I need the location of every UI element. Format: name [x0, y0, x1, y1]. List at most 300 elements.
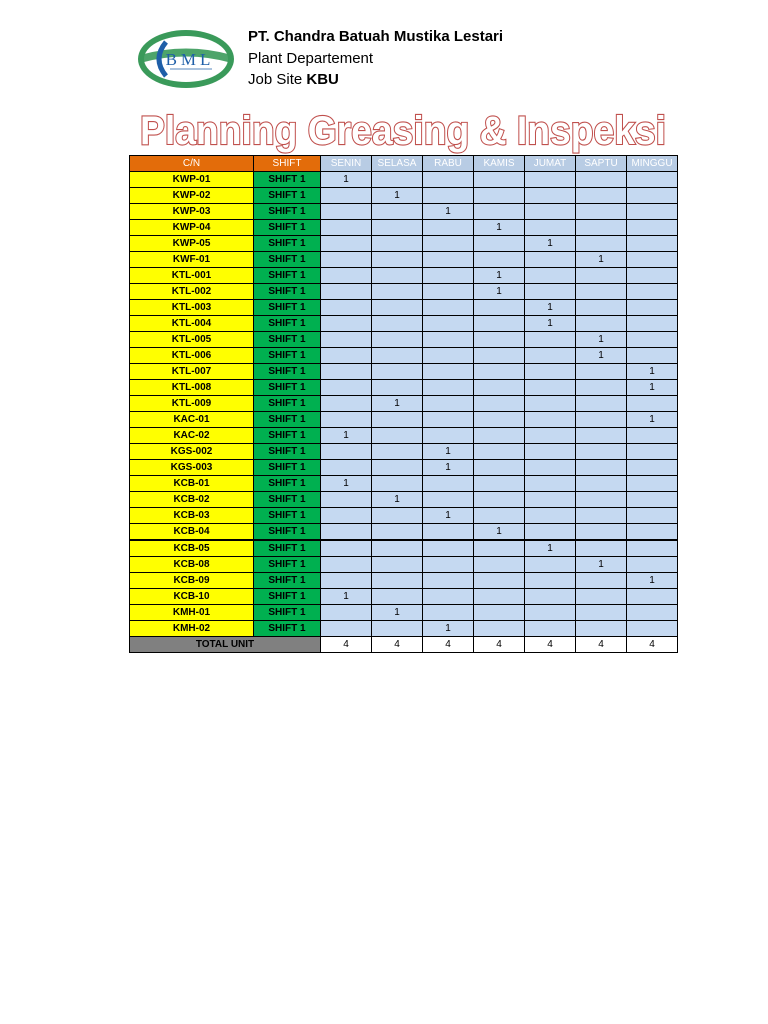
shift-cell: SHIFT 1	[254, 396, 321, 412]
day-cell	[423, 396, 474, 412]
day-cell: 1	[321, 428, 372, 444]
table-row	[130, 540, 678, 557]
day-cell	[372, 508, 423, 524]
job-site	[248, 69, 503, 91]
day-cell	[372, 524, 423, 541]
day-cell	[525, 284, 576, 300]
day-cell	[576, 268, 627, 284]
day-cell	[321, 316, 372, 332]
table-row	[130, 268, 678, 284]
day-cell	[525, 492, 576, 508]
day-cell	[627, 316, 678, 332]
day-cell: 1	[372, 492, 423, 508]
shift-cell: SHIFT 1	[254, 252, 321, 268]
shift-cell: SHIFT 1	[254, 412, 321, 428]
day-cell	[474, 605, 525, 621]
day-cell	[525, 252, 576, 268]
unit-code-cell: KCB-03	[130, 508, 254, 524]
table-row	[130, 428, 678, 444]
table-row	[130, 204, 678, 220]
day-cell	[576, 460, 627, 476]
column-header-rabu: RABU	[423, 156, 474, 172]
column-header-shift: SHIFT	[254, 156, 321, 172]
day-cell	[525, 589, 576, 605]
unit-code-cell: KTL-006	[130, 348, 254, 364]
day-cell	[576, 524, 627, 541]
unit-code-cell: KTL-003	[130, 300, 254, 316]
day-cell	[372, 316, 423, 332]
shift-cell: SHIFT 1	[254, 332, 321, 348]
table-row	[130, 188, 678, 204]
unit-code-cell: KMH-02	[130, 621, 254, 637]
shift-cell: SHIFT 1	[254, 188, 321, 204]
day-cell	[423, 492, 474, 508]
day-cell	[321, 364, 372, 380]
day-cell	[423, 284, 474, 300]
day-cell	[474, 428, 525, 444]
day-cell	[372, 268, 423, 284]
day-cell	[321, 300, 372, 316]
day-cell	[576, 621, 627, 637]
day-cell	[372, 412, 423, 428]
table-row	[130, 524, 678, 541]
day-cell	[525, 396, 576, 412]
day-cell	[576, 476, 627, 492]
day-cell: 1	[627, 412, 678, 428]
day-cell	[474, 172, 525, 188]
day-cell: 1	[474, 220, 525, 236]
table-row	[130, 476, 678, 492]
column-header-kamis: KAMIS	[474, 156, 525, 172]
shift-cell: SHIFT 1	[254, 589, 321, 605]
day-cell	[321, 621, 372, 637]
unit-code-cell: KTL-009	[130, 396, 254, 412]
unit-code-cell: KCB-10	[130, 589, 254, 605]
day-cell	[525, 524, 576, 541]
day-cell	[627, 348, 678, 364]
day-cell	[474, 508, 525, 524]
day-cell	[525, 621, 576, 637]
day-cell	[627, 220, 678, 236]
day-cell	[321, 524, 372, 541]
day-cell: 1	[321, 476, 372, 492]
day-cell	[372, 204, 423, 220]
day-cell	[576, 220, 627, 236]
day-cell: 1	[525, 540, 576, 557]
day-cell	[627, 332, 678, 348]
total-unit-value: 4	[525, 637, 576, 653]
unit-code-cell: KTL-008	[130, 380, 254, 396]
column-header-saptu: SAPTU	[576, 156, 627, 172]
shift-cell: SHIFT 1	[254, 236, 321, 252]
day-cell: 1	[474, 268, 525, 284]
table-row	[130, 220, 678, 236]
day-cell: 1	[576, 557, 627, 573]
day-cell	[321, 284, 372, 300]
table-row	[130, 332, 678, 348]
day-cell	[423, 589, 474, 605]
day-cell	[423, 540, 474, 557]
day-cell	[627, 284, 678, 300]
day-cell	[474, 348, 525, 364]
day-cell	[474, 396, 525, 412]
table-row	[130, 605, 678, 621]
day-cell: 1	[525, 300, 576, 316]
total-unit-value: 4	[372, 637, 423, 653]
shift-cell: SHIFT 1	[254, 428, 321, 444]
day-cell	[423, 348, 474, 364]
table-row	[130, 236, 678, 252]
logo-lettering: BML	[165, 50, 215, 69]
company-name: PT. Chandra Batuah Mustika Lestari	[248, 28, 504, 45]
unit-code-cell: KWP-04	[130, 220, 254, 236]
day-cell	[321, 332, 372, 348]
day-cell	[576, 284, 627, 300]
day-cell	[321, 396, 372, 412]
day-cell	[372, 444, 423, 460]
day-cell	[474, 573, 525, 589]
day-cell	[423, 573, 474, 589]
table-body	[130, 172, 678, 653]
day-cell	[423, 364, 474, 380]
day-cell	[321, 508, 372, 524]
day-cell	[576, 172, 627, 188]
day-cell	[627, 396, 678, 412]
day-cell	[627, 188, 678, 204]
day-cell	[576, 380, 627, 396]
day-cell	[423, 412, 474, 428]
day-cell	[627, 589, 678, 605]
day-cell	[576, 316, 627, 332]
column-header-c-n: C/N	[130, 156, 254, 172]
table-row	[130, 557, 678, 573]
day-cell	[423, 332, 474, 348]
day-cell	[576, 444, 627, 460]
table-row	[130, 492, 678, 508]
day-cell: 1	[372, 396, 423, 412]
day-cell	[372, 236, 423, 252]
day-cell: 1	[423, 444, 474, 460]
table-row	[130, 348, 678, 364]
table-row	[130, 284, 678, 300]
day-cell	[474, 204, 525, 220]
day-cell	[576, 605, 627, 621]
day-cell: 1	[423, 204, 474, 220]
day-cell	[321, 557, 372, 573]
day-cell	[627, 460, 678, 476]
day-cell	[525, 412, 576, 428]
day-cell	[525, 476, 576, 492]
unit-code-cell: KCB-05	[130, 540, 254, 557]
day-cell	[627, 204, 678, 220]
day-cell	[474, 236, 525, 252]
day-cell	[627, 300, 678, 316]
day-cell	[525, 573, 576, 589]
day-cell: 1	[372, 188, 423, 204]
table-row	[130, 508, 678, 524]
day-cell	[525, 508, 576, 524]
company-logo	[136, 28, 236, 90]
day-cell	[627, 557, 678, 573]
day-cell	[474, 444, 525, 460]
day-cell: 1	[423, 621, 474, 637]
shift-cell: SHIFT 1	[254, 540, 321, 557]
shift-cell: SHIFT 1	[254, 508, 321, 524]
table-row	[130, 300, 678, 316]
column-header-selasa: SELASA	[372, 156, 423, 172]
shift-cell: SHIFT 1	[254, 476, 321, 492]
unit-code-cell: KTL-001	[130, 268, 254, 284]
day-cell	[474, 316, 525, 332]
day-cell: 1	[627, 380, 678, 396]
table-row	[130, 444, 678, 460]
day-cell	[525, 605, 576, 621]
day-cell	[423, 557, 474, 573]
day-cell	[423, 428, 474, 444]
day-cell	[321, 605, 372, 621]
day-cell	[576, 236, 627, 252]
day-cell	[525, 460, 576, 476]
day-cell	[372, 348, 423, 364]
day-cell	[321, 573, 372, 589]
shift-cell: SHIFT 1	[254, 268, 321, 284]
unit-code-cell: KWP-03	[130, 204, 254, 220]
day-cell: 1	[576, 348, 627, 364]
day-cell	[474, 332, 525, 348]
shift-cell: SHIFT 1	[254, 380, 321, 396]
unit-code-cell: KWP-05	[130, 236, 254, 252]
day-cell	[372, 460, 423, 476]
day-cell	[627, 492, 678, 508]
table-row	[130, 396, 678, 412]
day-cell	[627, 172, 678, 188]
day-cell	[372, 332, 423, 348]
shift-cell: SHIFT 1	[254, 605, 321, 621]
day-cell	[423, 252, 474, 268]
shift-cell: SHIFT 1	[254, 557, 321, 573]
table-row	[130, 621, 678, 637]
day-cell	[576, 428, 627, 444]
day-cell	[627, 252, 678, 268]
column-header-minggu: MINGGU	[627, 156, 678, 172]
day-cell	[321, 380, 372, 396]
table-row	[130, 316, 678, 332]
job-site-prefix: Job Site	[248, 71, 307, 88]
day-cell	[576, 508, 627, 524]
page-title-text: Planning Greasing & Inspeksi	[140, 109, 666, 153]
unit-code-cell: KMH-01	[130, 605, 254, 621]
day-cell	[525, 428, 576, 444]
day-cell	[525, 172, 576, 188]
day-cell	[423, 300, 474, 316]
day-cell	[372, 284, 423, 300]
day-cell	[627, 524, 678, 541]
day-cell	[321, 188, 372, 204]
day-cell	[372, 476, 423, 492]
unit-code-cell: KTL-002	[130, 284, 254, 300]
total-unit-value: 4	[576, 637, 627, 653]
shift-cell: SHIFT 1	[254, 573, 321, 589]
table-header-row	[130, 156, 678, 172]
day-cell	[576, 412, 627, 428]
day-cell	[423, 268, 474, 284]
day-cell	[627, 621, 678, 637]
day-cell	[576, 589, 627, 605]
day-cell	[525, 364, 576, 380]
shift-cell: SHIFT 1	[254, 220, 321, 236]
day-cell: 1	[423, 508, 474, 524]
table-row	[130, 252, 678, 268]
column-header-senin: SENIN	[321, 156, 372, 172]
day-cell	[423, 172, 474, 188]
day-cell: 1	[576, 252, 627, 268]
unit-code-cell: KAC-02	[130, 428, 254, 444]
day-cell	[627, 605, 678, 621]
day-cell	[372, 364, 423, 380]
day-cell	[372, 252, 423, 268]
day-cell	[372, 380, 423, 396]
company-header	[248, 26, 503, 91]
table-row	[130, 589, 678, 605]
job-site-code: KBU	[306, 71, 339, 88]
column-header-jumat: JUMAT	[525, 156, 576, 172]
total-unit-label: TOTAL UNIT	[130, 637, 321, 653]
day-cell	[372, 300, 423, 316]
day-cell	[525, 557, 576, 573]
department-name: Plant Departement	[248, 49, 374, 67]
unit-code-cell: KAC-01	[130, 412, 254, 428]
day-cell	[627, 444, 678, 460]
shift-cell: SHIFT 1	[254, 460, 321, 476]
day-cell	[576, 188, 627, 204]
total-unit-value: 4	[627, 637, 678, 653]
day-cell: 1	[627, 573, 678, 589]
day-cell	[525, 380, 576, 396]
unit-code-cell: KTL-004	[130, 316, 254, 332]
day-cell: 1	[576, 332, 627, 348]
table-row	[130, 573, 678, 589]
unit-code-cell: KTL-007	[130, 364, 254, 380]
day-cell	[525, 444, 576, 460]
day-cell	[372, 621, 423, 637]
day-cell	[372, 540, 423, 557]
day-cell	[576, 300, 627, 316]
day-cell	[321, 268, 372, 284]
day-cell	[423, 316, 474, 332]
shift-cell: SHIFT 1	[254, 524, 321, 541]
day-cell	[321, 252, 372, 268]
day-cell	[321, 540, 372, 557]
shift-cell: SHIFT 1	[254, 348, 321, 364]
day-cell	[474, 460, 525, 476]
total-unit-value: 4	[474, 637, 525, 653]
day-cell	[372, 428, 423, 444]
day-cell	[474, 412, 525, 428]
day-cell	[525, 188, 576, 204]
day-cell	[372, 589, 423, 605]
unit-code-cell: KGS-003	[130, 460, 254, 476]
day-cell	[372, 557, 423, 573]
day-cell	[474, 380, 525, 396]
day-cell	[321, 460, 372, 476]
day-cell	[321, 444, 372, 460]
day-cell	[474, 364, 525, 380]
day-cell	[474, 589, 525, 605]
total-unit-value: 4	[423, 637, 474, 653]
day-cell	[525, 204, 576, 220]
day-cell	[627, 428, 678, 444]
day-cell	[423, 380, 474, 396]
unit-code-cell: KCB-09	[130, 573, 254, 589]
day-cell	[627, 236, 678, 252]
table-row	[130, 172, 678, 188]
shift-cell: SHIFT 1	[254, 621, 321, 637]
table-row	[130, 380, 678, 396]
day-cell	[423, 524, 474, 541]
day-cell	[627, 508, 678, 524]
shift-cell: SHIFT 1	[254, 284, 321, 300]
day-cell	[423, 236, 474, 252]
day-cell: 1	[525, 316, 576, 332]
day-cell: 1	[423, 460, 474, 476]
day-cell	[474, 540, 525, 557]
day-cell	[474, 621, 525, 637]
table-row	[130, 364, 678, 380]
day-cell	[474, 188, 525, 204]
day-cell: 1	[474, 524, 525, 541]
day-cell: 1	[372, 605, 423, 621]
day-cell	[321, 236, 372, 252]
day-cell	[474, 492, 525, 508]
day-cell	[576, 204, 627, 220]
day-cell	[474, 557, 525, 573]
day-cell	[576, 364, 627, 380]
unit-code-cell: KWP-02	[130, 188, 254, 204]
day-cell	[423, 220, 474, 236]
day-cell	[474, 476, 525, 492]
day-cell	[321, 412, 372, 428]
unit-code-cell: KWP-01	[130, 172, 254, 188]
shift-cell: SHIFT 1	[254, 204, 321, 220]
day-cell	[576, 396, 627, 412]
unit-code-cell: KWF-01	[130, 252, 254, 268]
page-title	[138, 104, 668, 156]
shift-cell: SHIFT 1	[254, 444, 321, 460]
day-cell	[372, 172, 423, 188]
table-row	[130, 412, 678, 428]
day-cell	[423, 476, 474, 492]
shift-cell: SHIFT 1	[254, 492, 321, 508]
unit-code-cell: KCB-04	[130, 524, 254, 541]
shift-cell: SHIFT 1	[254, 364, 321, 380]
shift-cell: SHIFT 1	[254, 316, 321, 332]
day-cell	[321, 204, 372, 220]
day-cell	[627, 476, 678, 492]
day-cell	[627, 540, 678, 557]
day-cell	[423, 188, 474, 204]
day-cell: 1	[525, 236, 576, 252]
day-cell: 1	[321, 172, 372, 188]
day-cell	[321, 220, 372, 236]
shift-cell: SHIFT 1	[254, 172, 321, 188]
shift-cell: SHIFT 1	[254, 300, 321, 316]
unit-code-cell: KGS-002	[130, 444, 254, 460]
total-unit-value: 4	[321, 637, 372, 653]
greasing-schedule-table	[129, 155, 678, 653]
total-row	[130, 637, 678, 653]
day-cell	[576, 492, 627, 508]
unit-code-cell: KTL-005	[130, 332, 254, 348]
